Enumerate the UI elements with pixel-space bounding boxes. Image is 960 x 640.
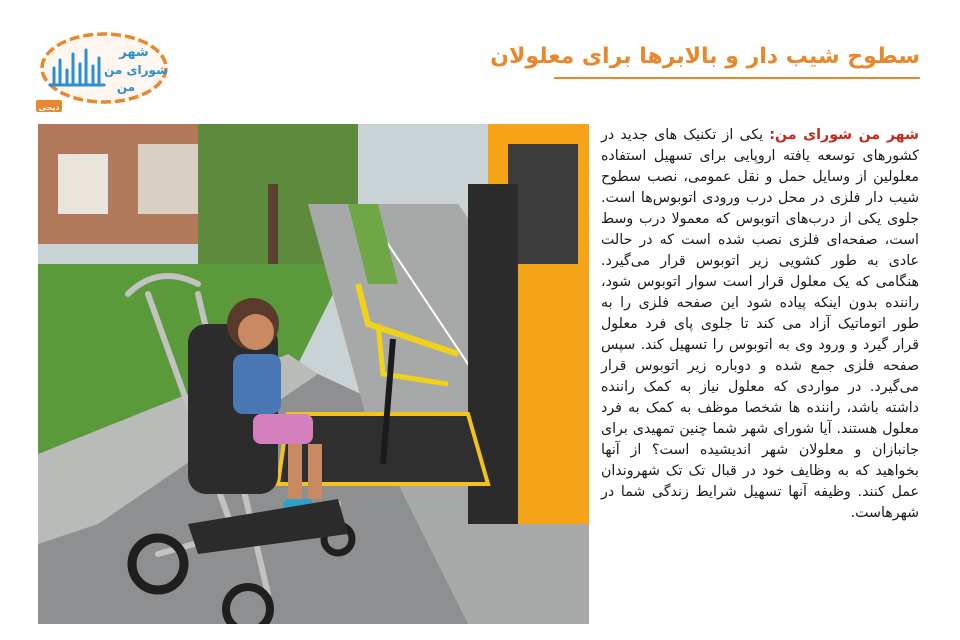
logo-word-bottom: من [116,80,136,94]
article-lead: شهر من شورای من: [769,127,919,143]
logo-badge: دیجی [38,103,60,112]
logo-word-middle: شورای من [104,63,168,77]
article-body [601,125,919,524]
article-photo [38,124,589,624]
magazine-logo [36,30,178,124]
page-title: سطوح شیب دار و بالابرها برای معلولان [490,44,920,69]
logo-word-top: شهر [119,45,149,60]
article-text: یکی از تکنیک های جدید در کشورهای توسعه یافته اروپایی برای تسهیل استفاده معلولین از وسایل حمل و نقل عمومی، نصب سطوح شیب دار فلزی در محل درب ورودی اتوبوس‌ها است. جلوی یکی از درب‌های اتوبوس که معمولا درب وسط است، صفحه‌ای فلزی نصب شده است که در حالت عادی به طور کشویی زیر اتوبوس قرار می‌گیرد. هنگامی که یک معلول قرار است سوار اتوبوس شود، راننده بدون اینکه پیاده شود این صفحه فلزی را به طور اتوماتیک آزاد می کند تا جلوی پای فرد معلول قرار گیرد و ورود وی به اتوبوس را تسهیل کند. سپس صفحه فلزی جمع شده و دوباره زیر اتوبوس قرار می‌گیرد. در مواردی که معلول نیاز به کمک راننده داشته باشد، راننده ها شخصا موظف به کمک به فرد معلول هستند. آیا شورای شهر شما چنین تمهیدی برای جانبازان و معلولان شهر اندیشیده است؟ از آنها بخواهید که به وظایف خود در قبال تک تک شهروندان عمل کنند. وظیفه آنها تسهیل شرایط زندگی شما در شهرهاست. [601,127,919,521]
title-underline [554,77,920,79]
